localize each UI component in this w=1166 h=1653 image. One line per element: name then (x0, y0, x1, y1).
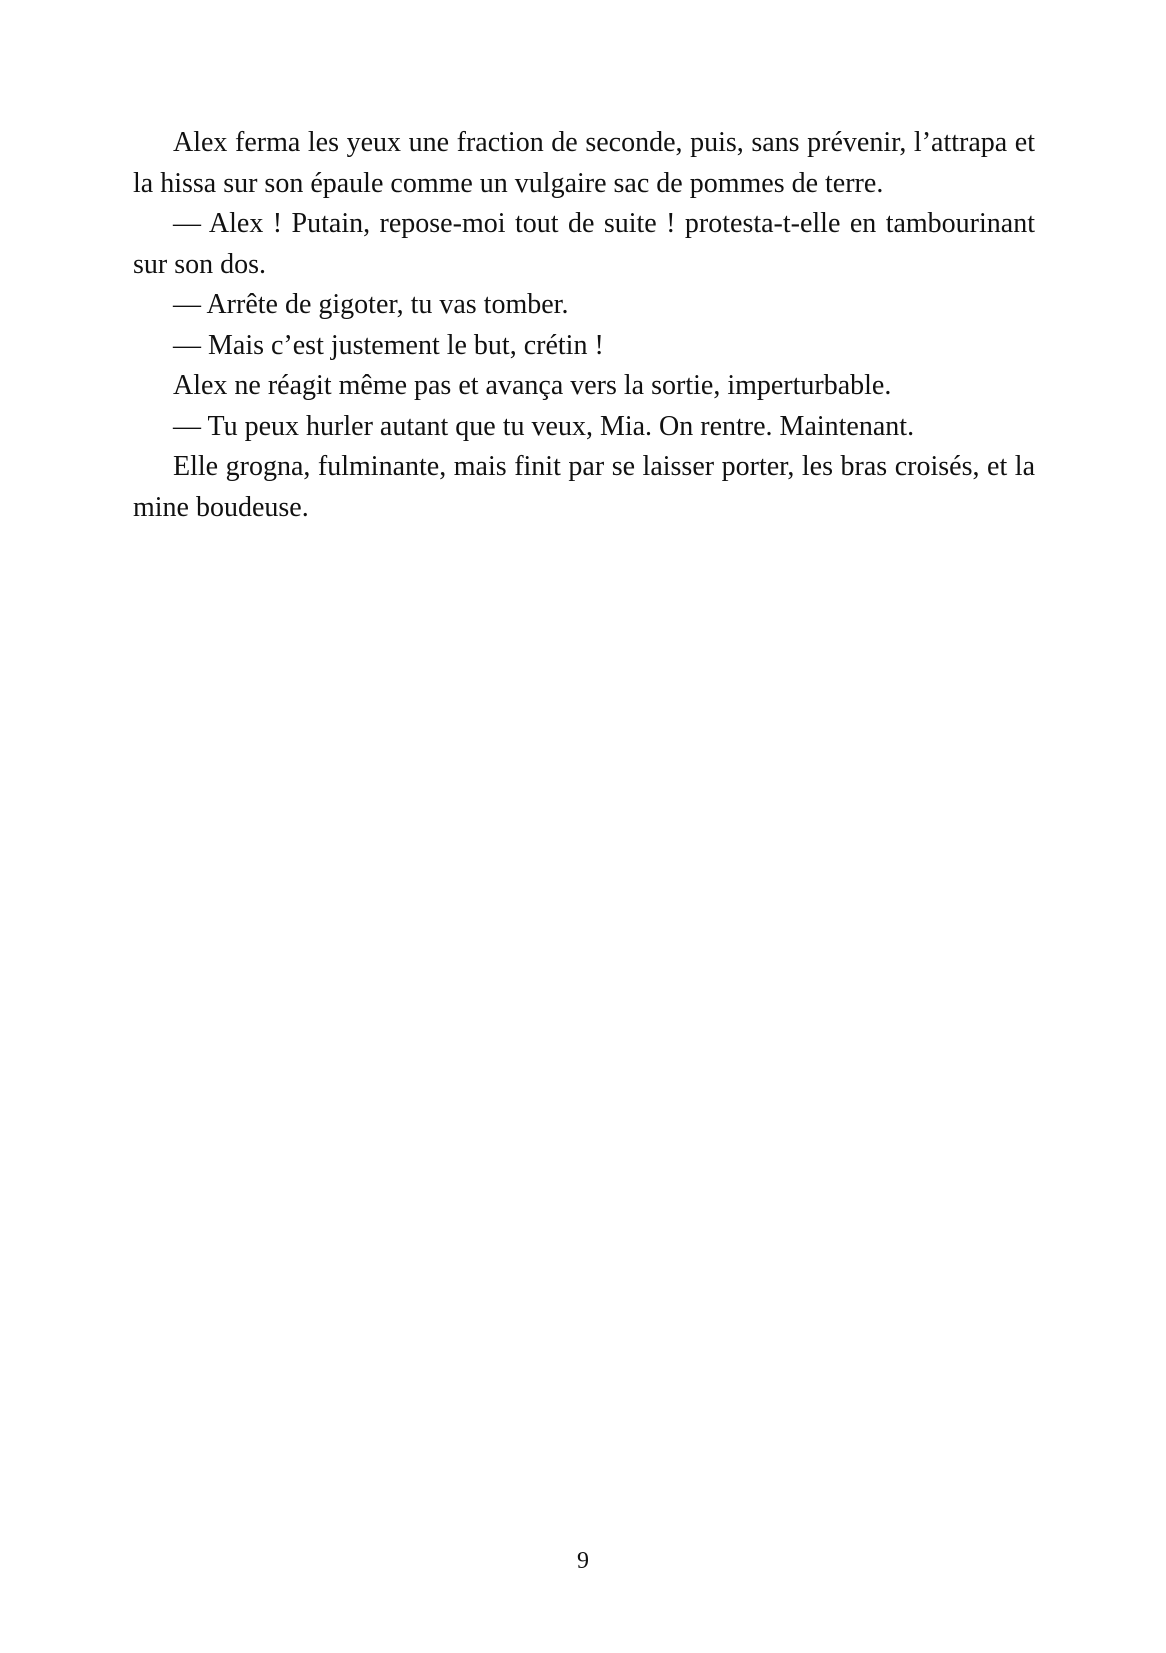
paragraph: — Alex ! Putain, repose-moi tout de suite ! protesta-t-elle en tambourinant sur son dos. (133, 208, 1035, 280)
paragraph: Alex ferma les yeux une fraction de seconde, puis, sans prévenir, l’attrapa et la hissa sur son épaule comme un vulgaire sac de pommes de terre. (133, 127, 1035, 199)
paragraph: — Arrête de gigoter, tu vas tomber. (173, 289, 569, 320)
page-number: 9 (577, 1548, 589, 1574)
body-text (133, 123, 1035, 528)
paragraph: Alex ne réagit même pas et avança vers la sortie, imperturbable. (173, 370, 892, 401)
paragraph: — Mais c’est justement le but, crétin ! (173, 329, 604, 361)
paragraph: Elle grogna, fulminante, mais finit par se laisser porter, les bras croisés, et la mine boudeuse. (133, 451, 1035, 523)
paragraph: — Tu peux hurler autant que tu veux, Mia. On rentre. Maintenant. (173, 410, 915, 442)
